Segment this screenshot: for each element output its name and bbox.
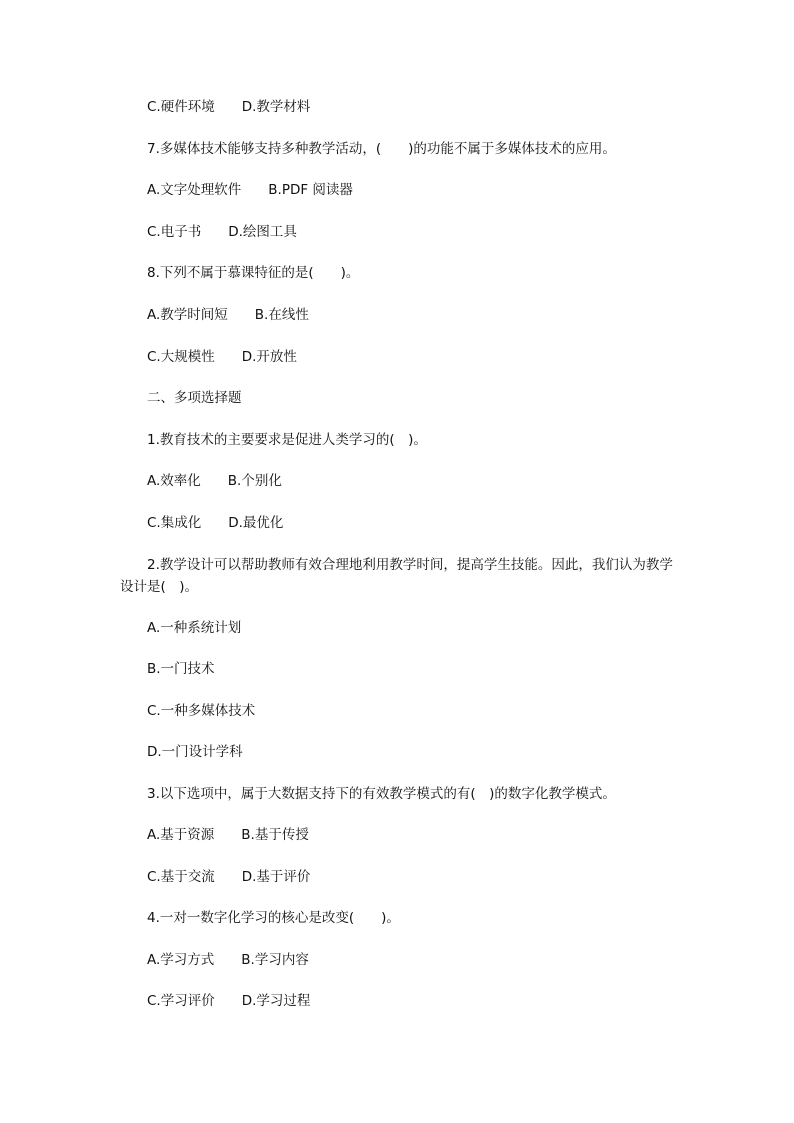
option-line: A.教学时间短 B.在线性 xyxy=(147,307,309,323)
option-line: C.基于交流 D.基于评价 xyxy=(147,869,311,885)
question-2: 2.教学设计可以帮助教师有效合理地利用教学时间，提高学生技能。因此，我们认为教学设计是( )。 xyxy=(120,557,673,595)
option-line: A.效率化 B.个别化 xyxy=(147,473,282,489)
option-line: C.硬件环境 D.教学材料 xyxy=(147,99,311,115)
option-line: A.一种系统计划 xyxy=(147,620,242,636)
option-line: D.一门设计学科 xyxy=(147,744,243,760)
option-line: C.大规模性 D.开放性 xyxy=(147,349,297,365)
question-1: 1.教育技术的主要要求是促进人类学习的( )。 xyxy=(147,432,427,448)
question-4: 4.一对一数字化学习的核心是改变( )。 xyxy=(147,910,400,926)
question-7: 7.多媒体技术能够支持多种教学活动，( )的功能不属于多媒体技术的应用。 xyxy=(147,141,616,157)
option-line: C.集成化 D.最优化 xyxy=(147,515,284,531)
option-line: A.基于资源 B.基于传授 xyxy=(147,827,309,843)
option-line: A.文字处理软件 B.PDF 阅读器 xyxy=(147,182,353,198)
question-8: 8.下列不属于慕课特征的是( )。 xyxy=(147,265,360,281)
option-line: A.学习方式 B.学习内容 xyxy=(147,952,309,968)
option-line: C.学习评价 D.学习过程 xyxy=(147,993,311,1009)
option-line: C.电子书 D.绘图工具 xyxy=(147,224,297,240)
option-line: B.一门技术 xyxy=(147,661,215,677)
question-3: 3.以下选项中，属于大数据支持下的有效教学模式的有( )的数字化教学模式。 xyxy=(147,786,616,802)
option-line: C.一种多媒体技术 xyxy=(147,703,256,719)
section-heading: 二、多项选择题 xyxy=(147,390,242,406)
